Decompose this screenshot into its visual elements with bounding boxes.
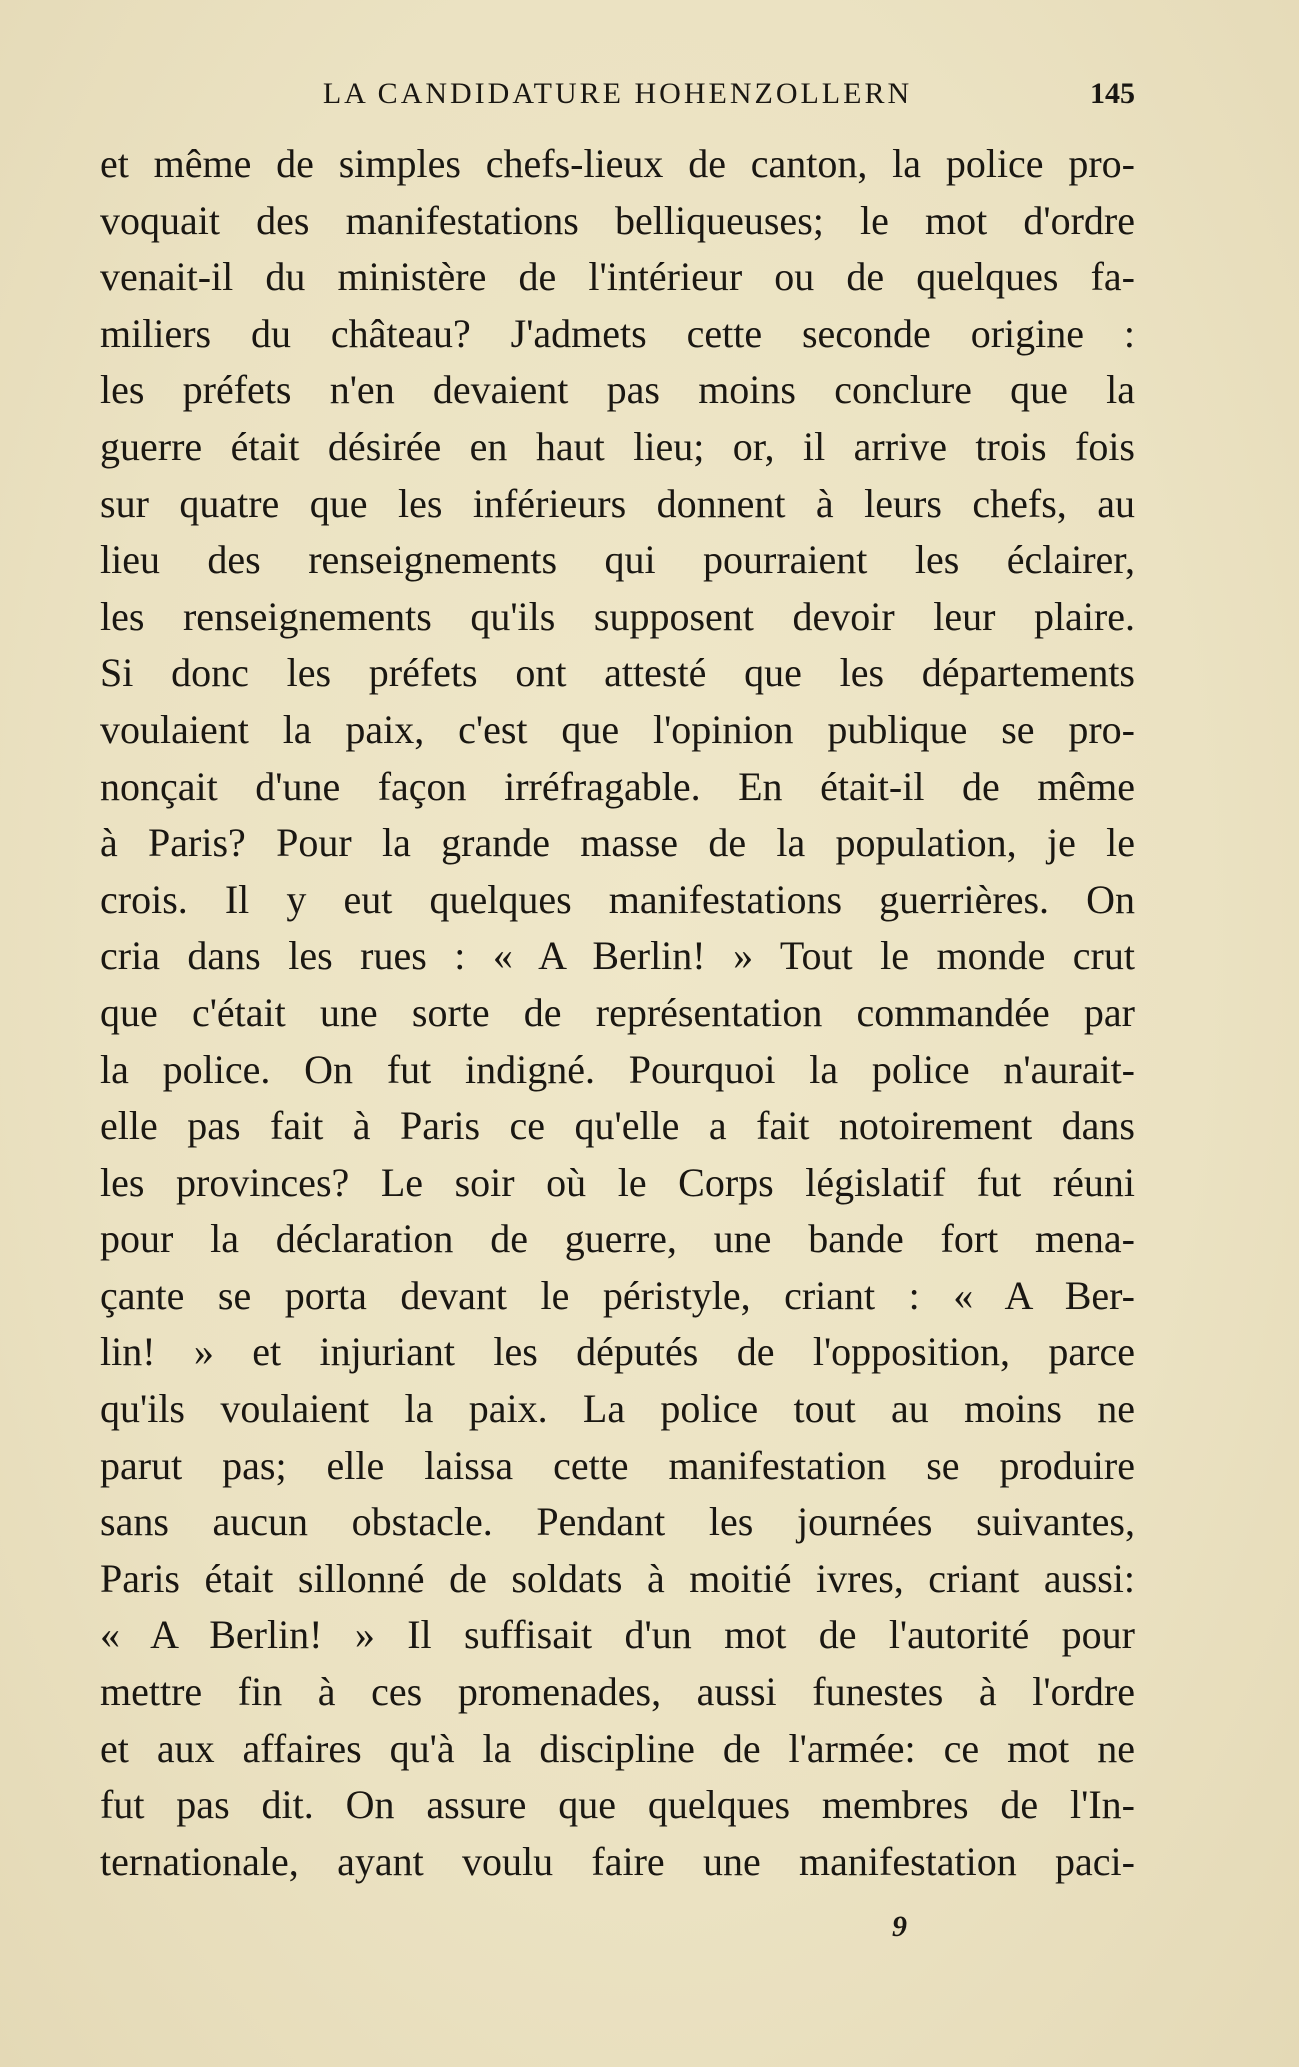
text-line: çante se porta devant le péristyle, criant : « A Ber- xyxy=(100,1272,1135,1318)
text-line: parut pas; elle laissa cette manifestation se produire xyxy=(100,1442,1135,1488)
text-line: la police. On fut indigné. Pourquoi la police n'aurait- xyxy=(100,1046,1135,1092)
text-line: cria dans les rues : « A Berlin! » Tout le monde crut xyxy=(100,933,1135,979)
text-line: « A Berlin! » Il suffisait d'un mot de l'autorité pour xyxy=(100,1612,1135,1658)
text-line: crois. Il y eut quelques manifestations guerrières. On xyxy=(100,876,1135,922)
text-line: lin! » et injuriant les députés de l'opposition, parce xyxy=(100,1329,1135,1375)
text-line: pour la déclaration de guerre, une bande fort mena- xyxy=(100,1216,1135,1262)
text-line: les renseignements qu'ils supposent devoir leur plaire. xyxy=(100,593,1135,639)
text-line: voulaient la paix, c'est que l'opinion publique se pro- xyxy=(100,706,1135,752)
text-line: sans aucun obstacle. Pendant les journées suivantes, xyxy=(100,1499,1135,1545)
text-line: nonçait d'une façon irréfragable. En était-il de même xyxy=(100,763,1135,809)
text-line: mettre fin à ces promenades, aussi funestes à l'ordre xyxy=(100,1669,1135,1715)
text-line: qu'ils voulaient la paix. La police tout au moins ne xyxy=(100,1386,1135,1432)
text-line: lieu des renseignements qui pourraient les éclairer, xyxy=(100,537,1135,583)
text-line: venait-il du ministère de l'intérieur ou de quelques fa- xyxy=(100,254,1135,300)
text-line: ternationale, ayant voulu faire une manifestation paci- xyxy=(100,1838,1135,1884)
body-text xyxy=(100,136,1135,1890)
text-line: elle pas fait à Paris ce qu'elle a fait notoirement dans xyxy=(100,1103,1135,1149)
text-line: que c'était une sorte de représentation commandée par xyxy=(100,989,1135,1035)
text-line: Paris était sillonné de soldats à moitié ivres, criant aussi: xyxy=(100,1555,1135,1601)
signature-mark: 9 xyxy=(892,1910,907,1943)
text-line: et même de simples chefs-lieux de canton, la police pro- xyxy=(100,141,1135,186)
text-line: miliers du château? J'admets cette seconde origine : xyxy=(100,310,1135,356)
text-line: les préfets n'en devaient pas moins conclure que la xyxy=(100,367,1135,413)
page-header xyxy=(100,72,1135,116)
text-line: à Paris? Pour la grande masse de la population, je le xyxy=(100,820,1135,866)
text-line: sur quatre que les inférieurs donnent à leurs chefs, au xyxy=(100,480,1135,526)
text-line: et aux affaires qu'à la discipline de l'armée: ce mot ne xyxy=(100,1725,1135,1771)
text-line: guerre était désirée en haut lieu; or, il arrive trois fois xyxy=(100,423,1135,469)
text-line: Si donc les préfets ont attesté que les départements xyxy=(100,650,1135,696)
page-number: 145 xyxy=(1090,77,1135,110)
text-line: fut pas dit. On assure que quelques membres de l'In- xyxy=(100,1782,1135,1828)
text-line: voquait des manifestations belliqueuses; le mot d'ordre xyxy=(100,197,1135,243)
running-title: LA CANDIDATURE HOHENZOLLERN xyxy=(322,77,913,110)
text-line: les provinces? Le soir où le Corps législatif fut réuni xyxy=(100,1159,1135,1205)
